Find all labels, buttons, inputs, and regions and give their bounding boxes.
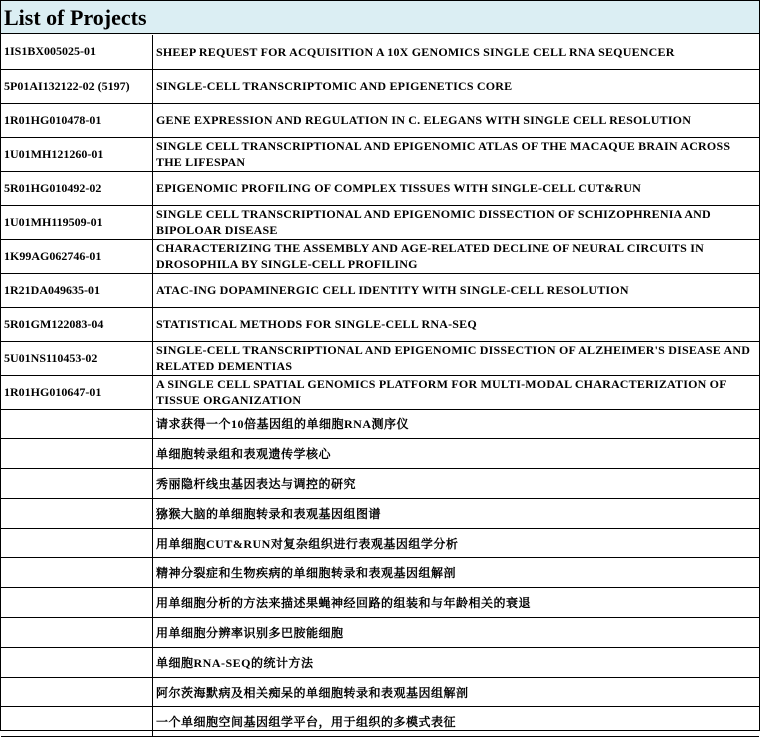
translation-row — [1, 558, 759, 588]
project-row — [1, 239, 759, 273]
project-row — [1, 103, 759, 137]
translation-row — [1, 618, 759, 648]
project-row — [1, 273, 759, 307]
project-row — [1, 171, 759, 205]
empty-id-cell — [1, 439, 153, 469]
translated-title-cell: 猕猴大脑的单细胞转录和表观基因组图谱 — [153, 498, 760, 528]
project-title-cell: A SINGLE CELL SPATIAL GENOMICS PLATFORM FOR MULTI-MODAL CHARACTERIZATION OF TISSUE ORGANIZATION — [153, 375, 760, 409]
translation-row — [1, 588, 759, 618]
project-title-cell: GENE EXPRESSION AND REGULATION IN C. ELEGANS WITH SINGLE CELL RESOLUTION — [153, 103, 760, 137]
empty-id-cell — [1, 498, 153, 528]
project-id-cell: 1R21DA049635-01 — [1, 273, 153, 307]
empty-id-cell — [1, 618, 153, 648]
empty-id-cell — [1, 707, 153, 737]
translated-title-cell: 用单细胞CUT&RUN对复杂组织进行表观基因组学分析 — [153, 528, 760, 558]
empty-id-cell — [1, 677, 153, 707]
translated-title-cell: 秀丽隐杆线虫基因表达与调控的研究 — [153, 469, 760, 499]
translation-row — [1, 469, 759, 499]
project-title-cell: ATAC-ING DOPAMINERGIC CELL IDENTITY WITH SINGLE-CELL RESOLUTION — [153, 273, 760, 307]
empty-id-cell — [1, 558, 153, 588]
project-title-cell: SHEEP REQUEST FOR ACQUISITION A 10X GENOMICS SINGLE CELL RNA SEQUENCER — [153, 35, 760, 69]
project-id-cell: 1K99AG062746-01 — [1, 239, 153, 273]
project-row — [1, 307, 759, 341]
translation-row — [1, 677, 759, 707]
project-row — [1, 137, 759, 171]
project-id-cell: 1U01MH119509-01 — [1, 205, 153, 239]
project-id-cell: 5U01NS110453-02 — [1, 341, 153, 375]
empty-id-cell — [1, 469, 153, 499]
project-title-cell: SINGLE-CELL TRANSCRIPTIONAL AND EPIGENOMIC DISSECTION OF ALZHEIMER'S DISEASE AND RELATED DEMENTIAS — [153, 341, 760, 375]
project-row — [1, 205, 759, 239]
project-id-cell: 5R01HG010492-02 — [1, 171, 153, 205]
project-id-cell: 1U01MH121260-01 — [1, 137, 153, 171]
translation-row — [1, 439, 759, 469]
translation-row — [1, 409, 759, 439]
empty-id-cell — [1, 588, 153, 618]
project-id-cell: 5P01AI132122-02 (5197) — [1, 69, 153, 103]
project-title-cell: SINGLE CELL TRANSCRIPTIONAL AND EPIGENOMIC ATLAS OF THE MACAQUE BRAIN ACROSS THE LIFESPAN — [153, 137, 760, 171]
empty-id-cell — [1, 647, 153, 677]
project-title-cell: STATISTICAL METHODS FOR SINGLE-CELL RNA-SEQ — [153, 307, 760, 341]
translation-row — [1, 498, 759, 528]
projects-table — [1, 35, 759, 737]
translated-title-cell: 阿尔茨海默病及相关痴呆的单细胞转录和表观基因组解剖 — [153, 677, 760, 707]
project-title-cell: SINGLE CELL TRANSCRIPTIONAL AND EPIGENOMIC DISSECTION OF SCHIZOPHRENIA AND BIPOLOAR DISEASE — [153, 205, 760, 239]
translated-title-cell: 单细胞转录组和表观遗传学核心 — [153, 439, 760, 469]
project-row — [1, 35, 759, 69]
project-row — [1, 69, 759, 103]
project-title-cell: SINGLE-CELL TRANSCRIPTOMIC AND EPIGENETICS CORE — [153, 69, 760, 103]
empty-id-cell — [1, 409, 153, 439]
project-title-cell: CHARACTERIZING THE ASSEMBLY AND AGE-RELATED DECLINE OF NEURAL CIRCUITS IN DROSOPHILA BY SINGLE-CELL PROFILING — [153, 239, 760, 273]
project-row — [1, 341, 759, 375]
translated-title-cell: 用单细胞分析的方法来描述果蝇神经回路的组装和与年龄相关的衰退 — [153, 588, 760, 618]
project-id-cell: 5R01GM122083-04 — [1, 307, 153, 341]
translated-title-cell: 请求获得一个10倍基因组的单细胞RNA测序仪 — [153, 409, 760, 439]
translated-title-cell: 用单细胞分辨率识别多巴胺能细胞 — [153, 618, 760, 648]
translated-title-cell: 一个单细胞空间基因组学平台，用于组织的多模式表征 — [153, 707, 760, 737]
project-row — [1, 375, 759, 409]
project-id-cell: 1R01HG010478-01 — [1, 103, 153, 137]
project-id-cell: 1R01HG010647-01 — [1, 375, 153, 409]
translation-row — [1, 707, 759, 737]
project-id-cell: 1IS1BX005025-01 — [1, 35, 153, 69]
project-title-cell: EPIGENOMIC PROFILING OF COMPLEX TISSUES WITH SINGLE-CELL CUT&RUN — [153, 171, 760, 205]
empty-id-cell — [1, 528, 153, 558]
translation-row — [1, 647, 759, 677]
translated-title-cell: 精神分裂症和生物疾病的单细胞转录和表观基因组解剖 — [153, 558, 760, 588]
translated-title-cell: 单细胞RNA-SEQ的统计方法 — [153, 647, 760, 677]
sheet-title: List of Projects — [1, 1, 759, 34]
translation-row — [1, 528, 759, 558]
projects-table-body — [1, 35, 759, 737]
